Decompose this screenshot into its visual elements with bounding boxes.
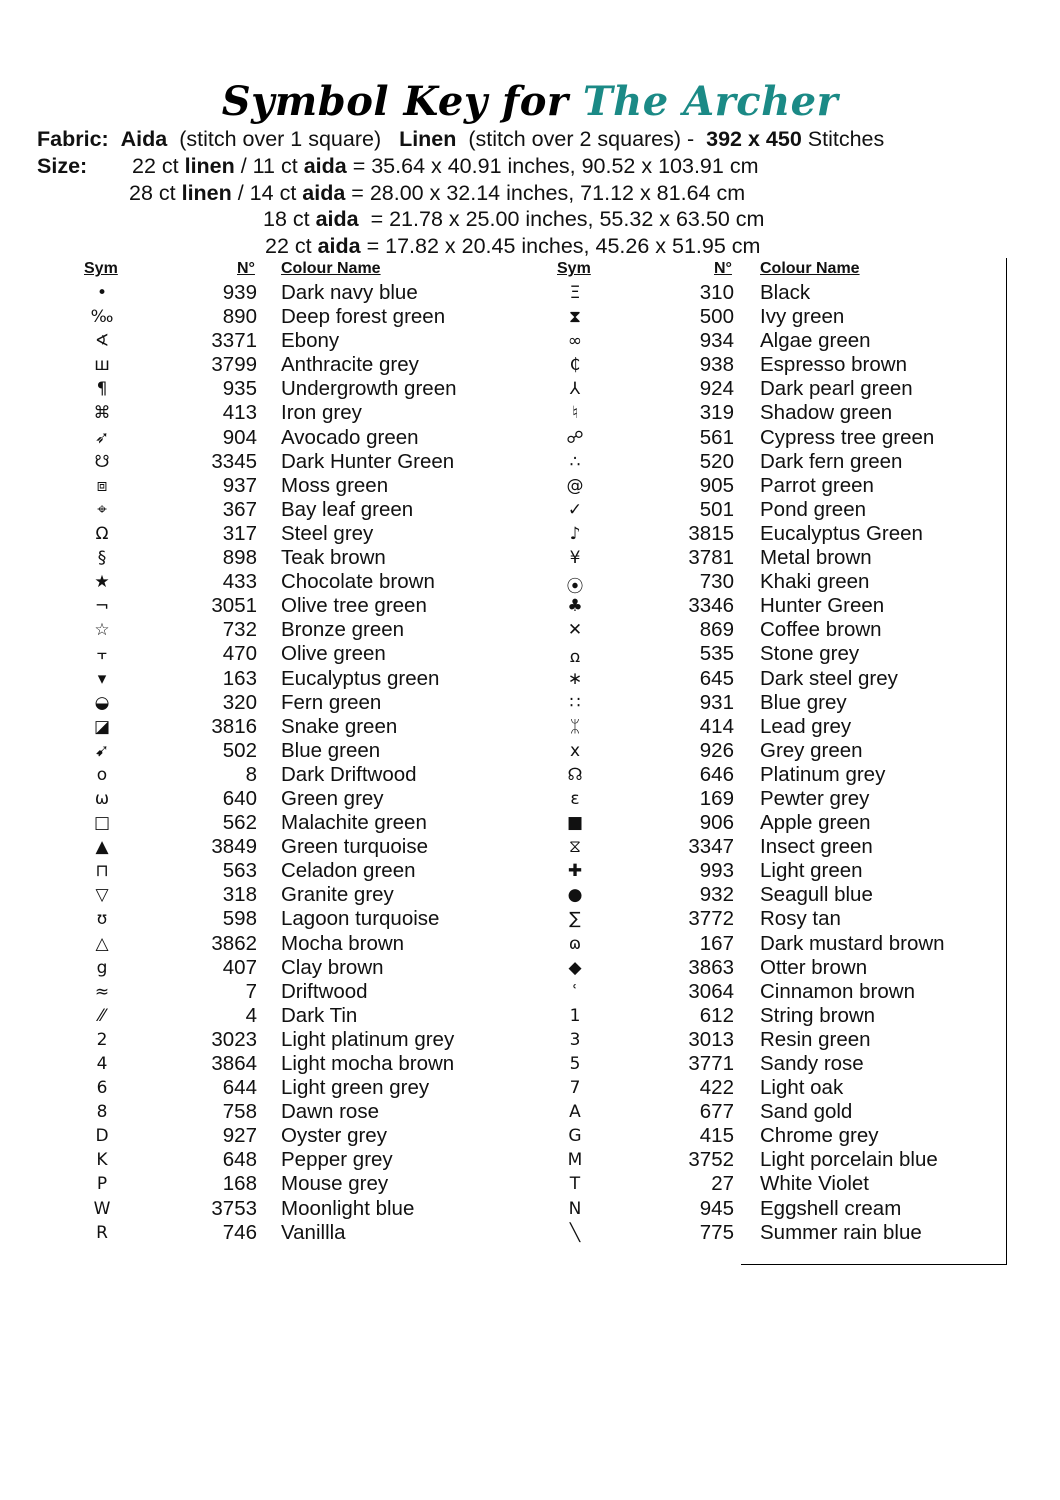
colour-name: Driftwood: [281, 979, 368, 1003]
colour-name: Undergrowth green: [281, 377, 457, 401]
thread-number: 677: [699, 1100, 734, 1124]
thread-number: 563: [222, 859, 257, 883]
thread-number: 3064: [688, 979, 734, 1003]
thread-number: 167: [699, 931, 734, 955]
table-row: [0, 546, 1060, 570]
colour-name: Olive tree green: [281, 594, 427, 618]
table-row: [0, 450, 1060, 474]
symbol-glyph: ‰: [90, 307, 114, 328]
thread-number: 598: [222, 907, 257, 931]
table-row: [0, 1028, 1060, 1052]
thread-number: 3051: [211, 594, 257, 618]
thread-number: 3371: [211, 329, 257, 353]
thread-number: 7: [245, 979, 257, 1003]
colour-name: Moonlight blue: [281, 1196, 415, 1220]
colour-name: Grey green: [760, 738, 863, 762]
symbol-glyph: ⌖: [97, 499, 107, 520]
symbol-glyph: ◪: [93, 716, 111, 737]
thread-number: 3347: [688, 835, 734, 859]
thread-number: 3013: [688, 1027, 734, 1051]
symbol-glyph: 8: [96, 1102, 108, 1123]
table-row: [0, 691, 1060, 715]
symbol-glyph: •: [96, 283, 108, 303]
colour-name: Light porcelain blue: [760, 1148, 938, 1172]
symbol-glyph: ▽: [95, 885, 109, 906]
colour-name: Blue green: [281, 738, 381, 762]
table-row: [0, 787, 1060, 811]
symbol-glyph: ■: [566, 813, 584, 834]
symbol-glyph: §: [97, 548, 107, 569]
colour-name: Dark Hunter Green: [281, 449, 455, 473]
thread-number: 3771: [688, 1052, 734, 1075]
table-row: [0, 1124, 1060, 1148]
table-row: [0, 1148, 1060, 1172]
thread-number: 937: [222, 473, 257, 497]
colour-name: Vanillla: [281, 1220, 346, 1244]
table-row: [0, 739, 1060, 763]
header-sym-right: Sym: [557, 260, 591, 277]
colour-name: Pewter grey: [760, 786, 870, 810]
thread-number: 646: [699, 762, 734, 786]
symbol-glyph: Ξ: [569, 283, 581, 303]
size-line: 28 ct linen / 14 ct aida = 28.00 x 32.14 inches, 71.12 x 81.64 cm: [129, 181, 746, 205]
colour-name: Khaki green: [760, 570, 870, 594]
table-row: [0, 618, 1060, 642]
colour-name: Mouse grey: [281, 1172, 389, 1196]
symbol-glyph: ➶: [94, 427, 110, 448]
symbol-glyph: ✓: [567, 499, 583, 520]
colour-name: Eucalyptus Green: [760, 521, 923, 545]
thread-number: 890: [222, 305, 257, 329]
colour-name: Lead grey: [760, 714, 852, 738]
thread-number: 3753: [211, 1196, 257, 1220]
thread-number: 470: [222, 642, 257, 666]
header-name-left: Colour Name: [281, 260, 381, 277]
symbol-glyph: ω: [94, 788, 110, 809]
colour-name: Light mocha brown: [281, 1052, 455, 1075]
thread-number: 501: [699, 497, 734, 521]
thread-number: 644: [222, 1076, 257, 1100]
thread-number: 163: [222, 666, 257, 690]
thread-number: 169: [699, 786, 734, 810]
symbol-glyph: ☆: [94, 620, 110, 641]
symbol-glyph: 3: [569, 1029, 581, 1050]
symbol-glyph: ╲: [569, 1222, 581, 1243]
symbol-glyph: D: [95, 1126, 109, 1147]
symbol-glyph: ➹: [94, 740, 110, 761]
title-design-name: The Archer: [582, 78, 839, 125]
symbol-glyph: 7: [569, 1078, 581, 1099]
symbol-glyph: ₵: [569, 355, 581, 376]
thread-number: 502: [222, 738, 257, 762]
thread-number: 3862: [211, 931, 257, 955]
fabric-line: Fabric: Aida (stitch over 1 square) Linen (stitch over 2 squares) - 392 x 450 Stitches: [37, 127, 885, 151]
colour-name: Snake green: [281, 714, 398, 738]
thread-number: 648: [222, 1148, 257, 1172]
colour-name: Lagoon turquoise: [281, 907, 440, 931]
colour-name: Otter brown: [760, 955, 868, 979]
symbol-glyph: o: [96, 764, 108, 785]
table-row: [0, 932, 1060, 956]
thread-number: 318: [222, 883, 257, 907]
colour-name: Seagull blue: [760, 883, 873, 907]
colour-name: Oyster grey: [281, 1124, 387, 1148]
header-num-right: N°: [714, 260, 732, 277]
table-row: [0, 1197, 1060, 1221]
thread-number: 905: [699, 473, 734, 497]
thread-number: 3849: [211, 835, 257, 859]
colour-name: Dark steel grey: [760, 666, 898, 690]
colour-name: Resin green: [760, 1027, 871, 1051]
thread-number: 535: [699, 642, 734, 666]
symbol-glyph: K: [96, 1150, 108, 1171]
symbol-glyph: G: [568, 1126, 582, 1147]
symbol-glyph: R: [96, 1222, 108, 1243]
size-line: 22 ct aida = 17.82 x 20.45 inches, 45.26 x 51.95 cm: [265, 234, 761, 258]
table-row: [0, 353, 1060, 377]
thread-number: 3863: [688, 955, 734, 979]
colour-name: Dawn rose: [281, 1100, 379, 1124]
thread-number: 367: [222, 497, 257, 521]
thread-number: 310: [699, 281, 734, 304]
colour-name: Ivy green: [760, 305, 845, 329]
colour-name: Black: [760, 281, 811, 304]
table-row: [0, 907, 1060, 931]
thread-number: 407: [222, 955, 257, 979]
header-name-right: Colour Name: [760, 260, 860, 277]
symbol-glyph: ♣: [567, 596, 583, 617]
colour-name: Cypress tree green: [760, 425, 935, 449]
colour-name: Blue grey: [760, 690, 847, 714]
colour-name: Dark navy blue: [281, 281, 418, 304]
table-row: [0, 522, 1060, 546]
colour-name: String brown: [760, 1003, 876, 1027]
table-row: [0, 426, 1060, 450]
symbol-glyph: ⧖: [569, 837, 581, 858]
colour-name: Dark Tin: [281, 1003, 358, 1027]
table-row: [0, 667, 1060, 691]
symbol-glyph: ∞: [567, 331, 583, 352]
symbol-glyph: ∢: [94, 331, 110, 352]
colour-name: Sand gold: [760, 1100, 853, 1124]
colour-name: Pond green: [760, 497, 867, 521]
colour-name: Parrot green: [760, 473, 874, 497]
colour-name: Granite grey: [281, 883, 394, 907]
colour-name: Ebony: [281, 329, 340, 353]
table-row: [0, 1076, 1060, 1100]
symbol-glyph: △: [95, 933, 109, 954]
thread-number: 3345: [211, 449, 257, 473]
symbol-glyph: ▲: [95, 837, 109, 858]
symbol-glyph: x: [569, 740, 581, 761]
title-prefix: Symbol Key for: [221, 78, 569, 125]
colour-name: Hunter Green: [760, 594, 885, 618]
thread-number: 319: [699, 401, 734, 425]
colour-name: Malachite green: [281, 811, 427, 835]
colour-name: Light green: [760, 859, 863, 883]
symbol-glyph: ⫟: [96, 644, 108, 665]
thread-number: 3815: [688, 521, 734, 545]
colour-name: Dark mustard brown: [760, 931, 945, 955]
thread-number: 898: [222, 546, 257, 570]
size-label: Size:: [37, 154, 88, 178]
symbol-glyph: N: [568, 1198, 582, 1219]
colour-name: Eggshell cream: [760, 1196, 902, 1220]
colour-name: Dark Driftwood: [281, 762, 417, 786]
thread-number: 500: [699, 305, 734, 329]
colour-name: Celadon green: [281, 859, 416, 883]
colour-name: Insect green: [760, 835, 873, 859]
symbol-glyph: ∴: [569, 451, 581, 472]
colour-name: Cinnamon brown: [760, 979, 915, 1003]
table-row: [0, 1221, 1060, 1245]
thread-number: 422: [699, 1076, 734, 1100]
colour-name: Anthracite grey: [281, 353, 419, 377]
symbol-glyph: ⦿: [566, 577, 584, 598]
symbol-glyph: ⌘: [93, 403, 111, 424]
thread-number: 3346: [688, 594, 734, 618]
thread-number: 415: [699, 1124, 734, 1148]
symbol-glyph: @: [566, 475, 584, 496]
thread-number: 924: [699, 377, 734, 401]
symbol-glyph: 5: [569, 1054, 581, 1074]
colour-name: Fern green: [281, 690, 382, 714]
size-line: 22 ct linen / 11 ct aida = 35.64 x 40.91 inches, 90.52 x 103.91 cm: [132, 154, 759, 178]
table-row: [0, 305, 1060, 329]
thread-number: 3752: [688, 1148, 734, 1172]
symbol-glyph: ¥: [569, 548, 581, 569]
symbol-glyph: ⧗: [569, 307, 581, 328]
symbol-glyph: ʿ: [572, 981, 578, 1002]
thread-number: 758: [222, 1100, 257, 1124]
thread-number: 317: [222, 521, 257, 545]
thread-number: 939: [222, 281, 257, 304]
thread-number: 904: [222, 425, 257, 449]
thread-number: 4: [245, 1003, 257, 1027]
thread-number: 3864: [211, 1052, 257, 1075]
table-row: [0, 329, 1060, 353]
symbol-glyph: ◒: [94, 692, 110, 713]
thread-number: 935: [222, 377, 257, 401]
table-border-right: [1006, 258, 1007, 1264]
page-title: [0, 78, 1060, 125]
thread-number: 932: [699, 883, 734, 907]
header-num-left: N°: [237, 260, 255, 277]
symbol-glyph: W: [93, 1198, 111, 1219]
colour-name: Eucalyptus green: [281, 666, 440, 690]
colour-name: Espresso brown: [760, 353, 907, 377]
table-row: [0, 498, 1060, 522]
thread-number: 414: [699, 714, 734, 738]
colour-name: Teak brown: [281, 546, 386, 570]
thread-number: 433: [222, 570, 257, 594]
symbol-glyph: ⁄⁄: [99, 1005, 105, 1026]
symbol-glyph: ♮: [571, 403, 579, 424]
table-row: [0, 1052, 1060, 1076]
symbol-glyph: ☋: [94, 451, 110, 472]
colour-name: Clay brown: [281, 955, 384, 979]
table-row: [0, 811, 1060, 835]
symbol-glyph: 6: [96, 1078, 108, 1099]
table-row: [0, 401, 1060, 425]
symbol-glyph: ▾: [97, 668, 107, 689]
thread-number: 640: [222, 786, 257, 810]
colour-name: Sandy rose: [760, 1052, 864, 1075]
thread-number: 168: [222, 1172, 257, 1196]
table-border-bottom: [741, 1264, 1007, 1265]
thread-number: 3781: [688, 546, 734, 570]
table-row: [0, 956, 1060, 980]
colour-name: Algae green: [760, 329, 871, 353]
symbol-glyph: ᛯ: [569, 716, 581, 737]
symbol-glyph: 4: [96, 1054, 108, 1074]
symbol-glyph: M: [567, 1150, 583, 1171]
symbol-glyph: ⊓: [95, 861, 109, 882]
symbol-glyph: ɛ: [570, 788, 580, 809]
table-row: [0, 715, 1060, 739]
colour-name: Light green grey: [281, 1076, 430, 1100]
symbol-glyph: ✚: [567, 861, 583, 882]
thread-number: 869: [699, 618, 734, 642]
thread-number: 3023: [211, 1027, 257, 1051]
symbol-glyph: T: [569, 1174, 581, 1195]
table-row: [0, 642, 1060, 666]
symbol-glyph: ɷ: [568, 933, 582, 954]
symbol-glyph: ◆: [568, 957, 582, 978]
thread-number: 320: [222, 690, 257, 714]
table-row: [0, 594, 1060, 618]
symbol-glyph: P: [96, 1174, 108, 1195]
thread-number: 561: [699, 425, 734, 449]
colour-name: Green grey: [281, 786, 384, 810]
colour-name: Mocha brown: [281, 931, 405, 955]
size-line: 18 ct aida = 21.78 x 25.00 inches, 55.32 x 63.50 cm: [263, 207, 765, 231]
table-row: [0, 377, 1060, 401]
colour-name: Summer rain blue: [760, 1220, 922, 1244]
symbol-glyph: A: [569, 1102, 581, 1123]
symbol-glyph: ✕: [567, 620, 583, 641]
table-row: [0, 859, 1060, 883]
table-row: [0, 1004, 1060, 1028]
table-row: [0, 1100, 1060, 1124]
thread-number: 413: [222, 401, 257, 425]
symbol-glyph: Ω: [95, 523, 109, 544]
symbol-glyph: ☍: [566, 427, 584, 448]
thread-number: 645: [699, 666, 734, 690]
thread-number: 732: [222, 618, 257, 642]
thread-number: 3772: [688, 907, 734, 931]
thread-number: 938: [699, 353, 734, 377]
thread-number: 931: [699, 690, 734, 714]
thread-number: 730: [699, 570, 734, 594]
colour-name: Steel grey: [281, 521, 374, 545]
symbol-glyph: 1: [569, 1005, 581, 1026]
colour-name: Light platinum grey: [281, 1027, 455, 1051]
colour-name: Green turquoise: [281, 835, 429, 859]
colour-name: Dark fern green: [760, 449, 903, 473]
table-row: [0, 763, 1060, 787]
table-row: [0, 281, 1060, 305]
colour-name: Bronze green: [281, 618, 405, 642]
thread-number: 775: [699, 1220, 734, 1244]
colour-name: Coffee brown: [760, 618, 882, 642]
colour-name: Rosy tan: [760, 907, 841, 931]
symbol-glyph: ≈: [94, 981, 110, 1002]
symbol-table-right: [0, 281, 1060, 1245]
colour-name: Pepper grey: [281, 1148, 393, 1172]
symbol-glyph: ∗: [567, 668, 583, 689]
thread-number: 3816: [211, 714, 257, 738]
table-row: [0, 570, 1060, 598]
table-row: [0, 1172, 1060, 1196]
symbol-glyph: ☊: [567, 764, 583, 785]
symbol-glyph: ●: [567, 885, 583, 906]
colour-name: Light oak: [760, 1076, 844, 1100]
thread-number: 934: [699, 329, 734, 353]
colour-name: Olive green: [281, 642, 386, 666]
symbol-glyph: ¬: [94, 596, 110, 617]
header-sym-left: Sym: [84, 260, 118, 277]
colour-name: Chrome grey: [760, 1124, 879, 1148]
symbol-glyph: ¶: [96, 379, 108, 400]
thread-number: 8: [245, 762, 257, 786]
symbol-glyph: ∑: [569, 909, 581, 930]
thread-number: 927: [222, 1124, 257, 1148]
thread-number: 906: [699, 811, 734, 835]
symbol-glyph: g: [96, 957, 108, 978]
table-row: [0, 883, 1060, 907]
colour-name: Moss green: [281, 473, 389, 497]
table-row: [0, 980, 1060, 1004]
colour-name: Bay leaf green: [281, 497, 414, 521]
thread-number: 3799: [211, 353, 257, 377]
symbol-glyph: 2: [96, 1029, 108, 1050]
symbol-glyph: ʊ: [96, 909, 108, 930]
thread-number: 746: [222, 1220, 257, 1244]
symbol-glyph: ⅄: [569, 379, 581, 400]
colour-name: Apple green: [760, 811, 871, 835]
colour-name: Chocolate brown: [281, 570, 435, 594]
thread-number: 926: [699, 738, 734, 762]
thread-number: 520: [699, 449, 734, 473]
thread-number: 27: [711, 1172, 734, 1196]
colour-name: Dark pearl green: [760, 377, 913, 401]
symbol-glyph: ꭥ: [569, 647, 581, 668]
colour-name: White Violet: [760, 1172, 870, 1196]
symbol-glyph: ш: [94, 355, 110, 376]
thread-number: 562: [222, 811, 257, 835]
symbol-glyph: ⧈: [96, 475, 108, 496]
thread-number: 945: [699, 1196, 734, 1220]
symbol-glyph: □: [93, 813, 111, 834]
symbol-glyph: ♪: [569, 523, 581, 544]
colour-name: Iron grey: [281, 401, 362, 425]
symbol-glyph: ★: [94, 572, 110, 593]
colour-name: Avocado green: [281, 425, 419, 449]
thread-number: 993: [699, 859, 734, 883]
symbol-glyph: ∷: [569, 692, 581, 713]
table-row: [0, 835, 1060, 859]
colour-name: Deep forest green: [281, 305, 446, 329]
colour-name: Metal brown: [760, 546, 872, 570]
colour-name: Stone grey: [760, 642, 860, 666]
colour-name: Platinum grey: [760, 762, 886, 786]
colour-name: Shadow green: [760, 401, 893, 425]
thread-number: 612: [699, 1003, 734, 1027]
table-row: [0, 474, 1060, 498]
